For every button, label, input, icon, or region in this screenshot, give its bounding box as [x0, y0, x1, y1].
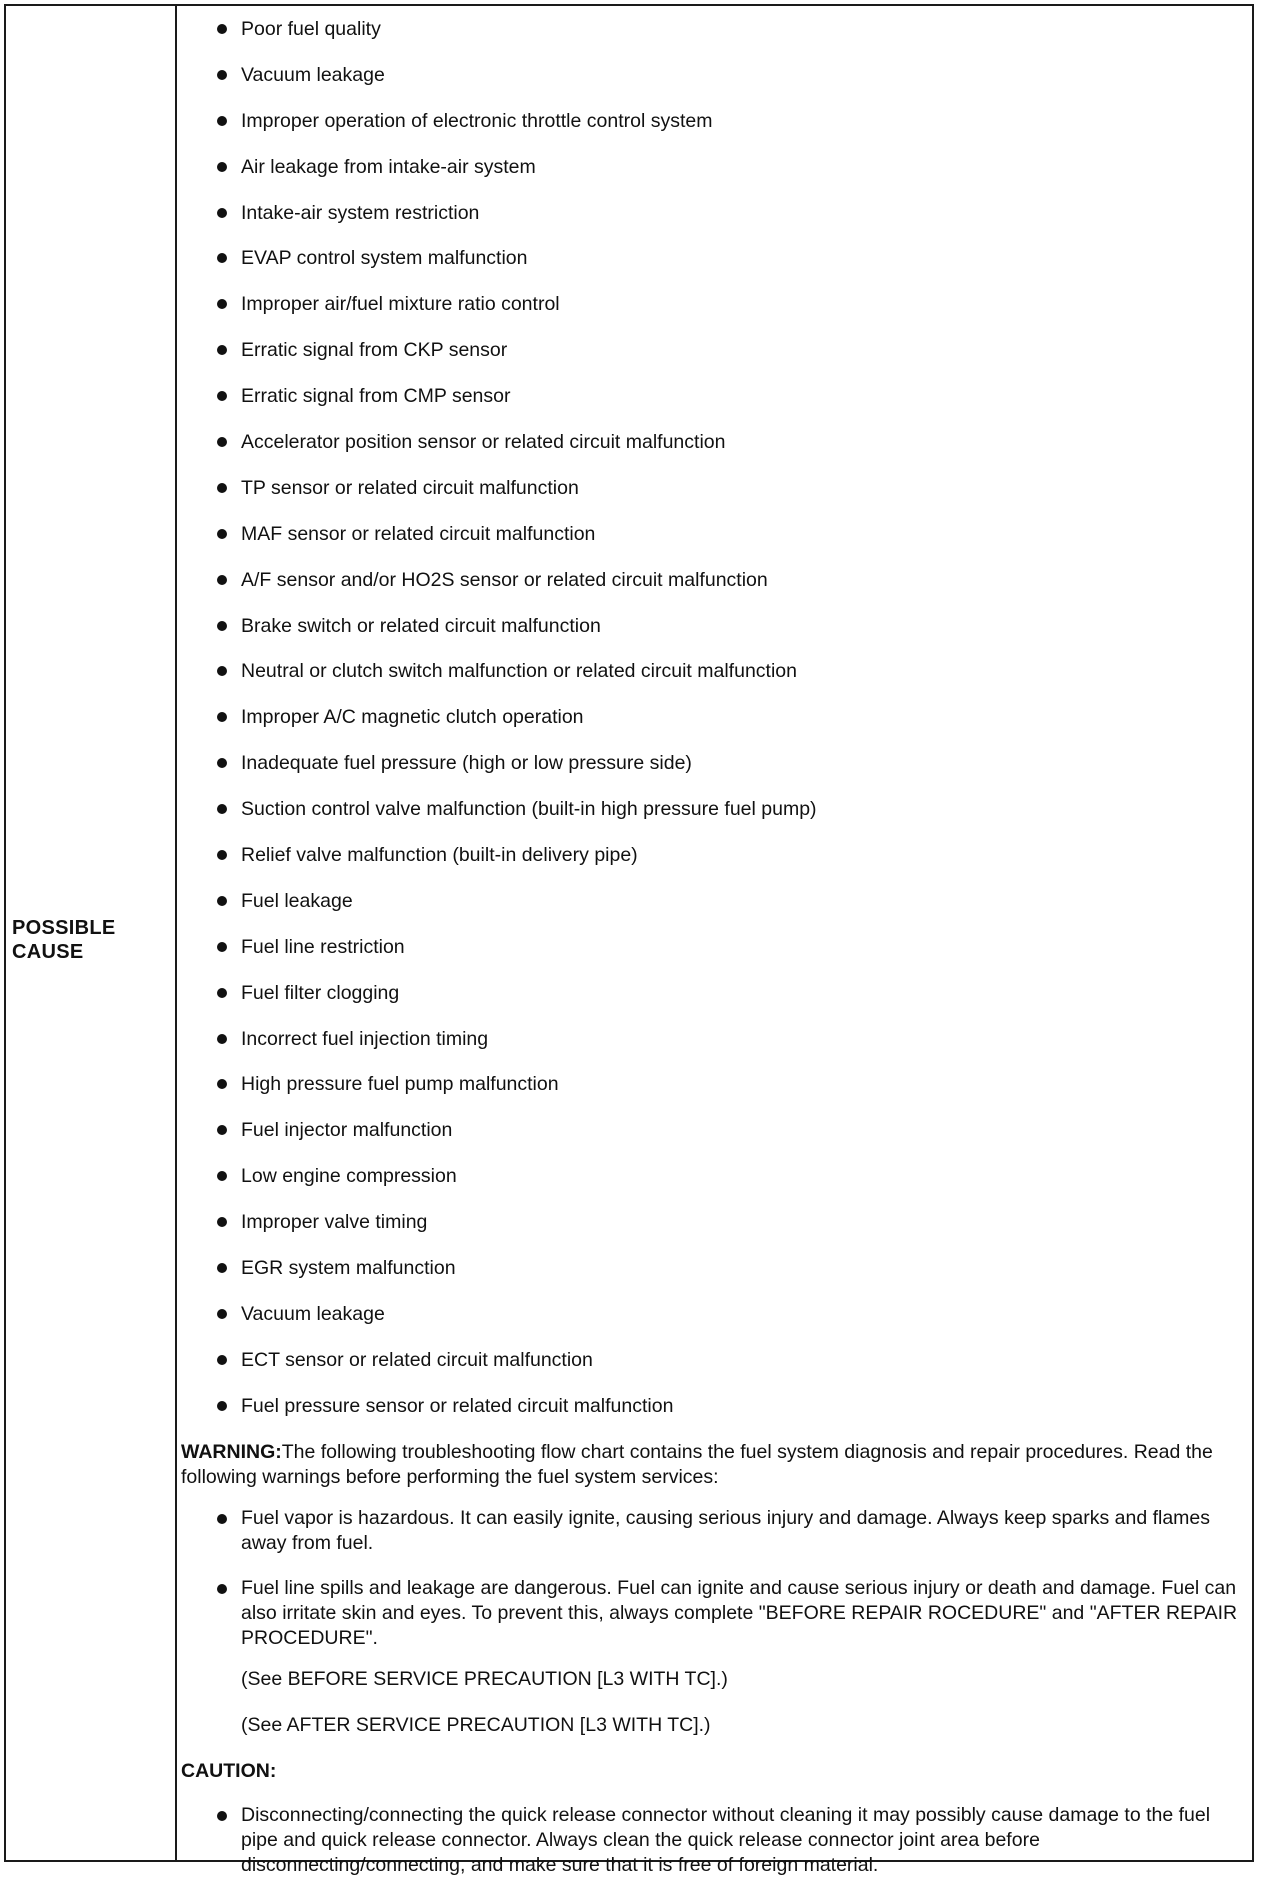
bullet-icon	[217, 850, 227, 860]
cause-item-text: Improper operation of electronic throttle control system	[241, 109, 713, 132]
cause-item-text: Accelerator position sensor or related circuit malfunction	[241, 431, 726, 454]
bullet-icon	[217, 896, 227, 906]
bullet-icon	[217, 1355, 227, 1365]
cause-item-text: Inadequate fuel pressure (high or low pressure side)	[241, 752, 692, 775]
cause-item	[181, 1016, 1249, 1062]
cause-item-text: Relief valve malfunction (built-in delivery pipe)	[241, 844, 638, 867]
cause-item	[181, 511, 1249, 557]
cause-item	[181, 1383, 1249, 1429]
cause-table	[4, 4, 1254, 1876]
cause-item	[181, 1337, 1249, 1383]
cause-item	[181, 190, 1249, 236]
cause-item-text: Fuel line restriction	[241, 935, 405, 958]
possible-cause-label	[12, 916, 162, 964]
bullet-icon	[217, 804, 227, 814]
cause-item-text: Improper air/fuel mixture ratio control	[241, 293, 560, 316]
warning-list	[181, 1506, 1249, 1651]
cause-item	[181, 6, 1249, 52]
cause-item-text: Erratic signal from CKP sensor	[241, 339, 508, 362]
cause-item	[181, 786, 1249, 832]
warning-paragraph	[181, 1440, 1249, 1490]
bullet-icon	[217, 162, 227, 172]
bullet-icon	[217, 942, 227, 952]
cause-item	[181, 52, 1249, 98]
bullet-icon	[217, 666, 227, 676]
bullet-icon	[217, 437, 227, 447]
cause-item	[181, 1107, 1249, 1153]
bullet-icon	[217, 712, 227, 722]
caution-item-text: Disconnecting/connecting the quick release connector without cleaning it may possibly cause damage to the fuel pipe and quick release connector. Always clean the quick release connector joint area before disconnecting/connecting, and make sure that it is free of foreign material.	[241, 1804, 1211, 1876]
bullet-icon	[217, 1263, 227, 1273]
cause-item-text: Incorrect fuel injection timing	[241, 1027, 489, 1050]
column-divider	[175, 6, 177, 1860]
bullet-icon	[217, 1034, 227, 1044]
caution-title: CAUTION:	[181, 1760, 277, 1782]
cause-item-text: Low engine compression	[241, 1165, 457, 1188]
bullet-icon	[217, 1514, 227, 1524]
bullet-icon	[217, 391, 227, 401]
cause-item	[181, 144, 1249, 190]
cause-item	[181, 603, 1249, 649]
bullet-icon	[217, 345, 227, 355]
bullet-icon	[217, 1401, 227, 1411]
cause-item-text: Air leakage from intake-air system	[241, 155, 536, 178]
cause-item	[181, 832, 1249, 878]
warning-item	[181, 1576, 1249, 1651]
cause-item-text: Fuel pressure sensor or related circuit malfunction	[241, 1394, 674, 1417]
bullet-icon	[217, 988, 227, 998]
cause-item-text: EVAP control system malfunction	[241, 247, 528, 270]
cause-item-text: EGR system malfunction	[241, 1257, 456, 1280]
bullet-icon	[217, 483, 227, 493]
cause-item-text: Neutral or clutch switch malfunction or related circuit malfunction	[241, 660, 797, 683]
caution-item	[181, 1803, 1249, 1878]
cause-item-text: TP sensor or related circuit malfunction	[241, 476, 579, 499]
cause-item	[181, 235, 1249, 281]
cause-item	[181, 281, 1249, 327]
cause-item-text: Fuel leakage	[241, 889, 353, 912]
cause-item	[181, 1061, 1249, 1107]
cause-item-text: MAF sensor or related circuit malfunction	[241, 522, 596, 545]
cause-item	[181, 419, 1249, 465]
bullet-icon	[217, 24, 227, 34]
cause-item-text: A/F sensor and/or HO2S sensor or related circuit malfunction	[241, 568, 768, 591]
cause-item-text: Brake switch or related circuit malfunction	[241, 614, 601, 637]
cause-item-text: Suction control valve malfunction (built-in high pressure fuel pump)	[241, 798, 817, 821]
cause-item	[181, 740, 1249, 786]
cause-item	[181, 557, 1249, 603]
cause-item	[181, 878, 1249, 924]
bullet-icon	[217, 1811, 227, 1821]
warning-title: WARNING:	[181, 1441, 282, 1463]
bullet-icon	[217, 253, 227, 263]
bullet-icon	[217, 116, 227, 126]
bullet-icon	[217, 621, 227, 631]
label-line-2: CAUSE	[12, 941, 84, 963]
cause-item-text: Fuel injector malfunction	[241, 1119, 453, 1142]
cause-item-text: Erratic signal from CMP sensor	[241, 385, 511, 408]
cause-item	[181, 1199, 1249, 1245]
bullet-icon	[217, 299, 227, 309]
bullet-icon	[217, 575, 227, 585]
cause-item	[181, 1245, 1249, 1291]
cause-item	[181, 1153, 1249, 1199]
cause-item-text: High pressure fuel pump malfunction	[241, 1073, 559, 1096]
cause-item-text: Fuel filter clogging	[241, 981, 400, 1004]
cause-item	[181, 98, 1249, 144]
cause-item	[181, 970, 1249, 1016]
bullet-icon	[217, 208, 227, 218]
bullet-icon	[217, 1125, 227, 1135]
cause-item-text: ECT sensor or related circuit malfunction	[241, 1348, 593, 1371]
label-line-1: POSSIBLE	[12, 917, 116, 939]
bullet-icon	[217, 1217, 227, 1227]
cause-item-text: Improper A/C magnetic clutch operation	[241, 706, 584, 729]
cause-item	[181, 1291, 1249, 1337]
cause-item-text: Vacuum leakage	[241, 63, 385, 86]
warning-item-text: Fuel vapor is hazardous. It can easily ignite, causing serious injury and damage. Always keep sparks and flames away from fuel.	[241, 1507, 1211, 1554]
warning-block	[181, 1440, 1249, 1898]
caution-list	[181, 1803, 1249, 1878]
cause-item	[181, 648, 1249, 694]
cause-content	[181, 6, 1249, 1876]
cause-item-text: Vacuum leakage	[241, 1302, 385, 1325]
see-before-link[interactable]: (See BEFORE SERVICE PRECAUTION [L3 WITH TC].)	[241, 1668, 728, 1690]
bullet-icon	[217, 1171, 227, 1181]
bullet-icon	[217, 70, 227, 80]
bullet-icon	[217, 1584, 227, 1594]
cause-item-text: Intake-air system restriction	[241, 201, 480, 224]
warning-text: The following troubleshooting flow chart contains the fuel system diagnosis and repair procedures. Read the following warnings before performing the fuel system services:	[181, 1441, 1213, 1488]
cause-item	[181, 465, 1249, 511]
cause-item-text: Improper valve timing	[241, 1211, 428, 1234]
bullet-icon	[217, 1079, 227, 1089]
bullet-icon	[217, 529, 227, 539]
warning-item-text: Fuel line spills and leakage are dangerous. Fuel can ignite and cause serious injury or death and damage. Fuel can also irritate skin and eyes. To prevent this, always complete "BEFORE REPAIR ROCEDURE" and "AFTER REPAIR PROCEDURE".	[241, 1577, 1238, 1649]
cause-item	[181, 373, 1249, 419]
see-after-link[interactable]: (See AFTER SERVICE PRECAUTION [L3 WITH TC].)	[241, 1714, 711, 1736]
cause-list	[181, 6, 1249, 1429]
bullet-icon	[217, 758, 227, 768]
cause-item	[181, 694, 1249, 740]
cause-item	[181, 327, 1249, 373]
cause-item-text: Poor fuel quality	[241, 18, 381, 40]
cause-item	[181, 924, 1249, 970]
bullet-icon	[217, 1309, 227, 1319]
warning-item	[181, 1506, 1249, 1556]
